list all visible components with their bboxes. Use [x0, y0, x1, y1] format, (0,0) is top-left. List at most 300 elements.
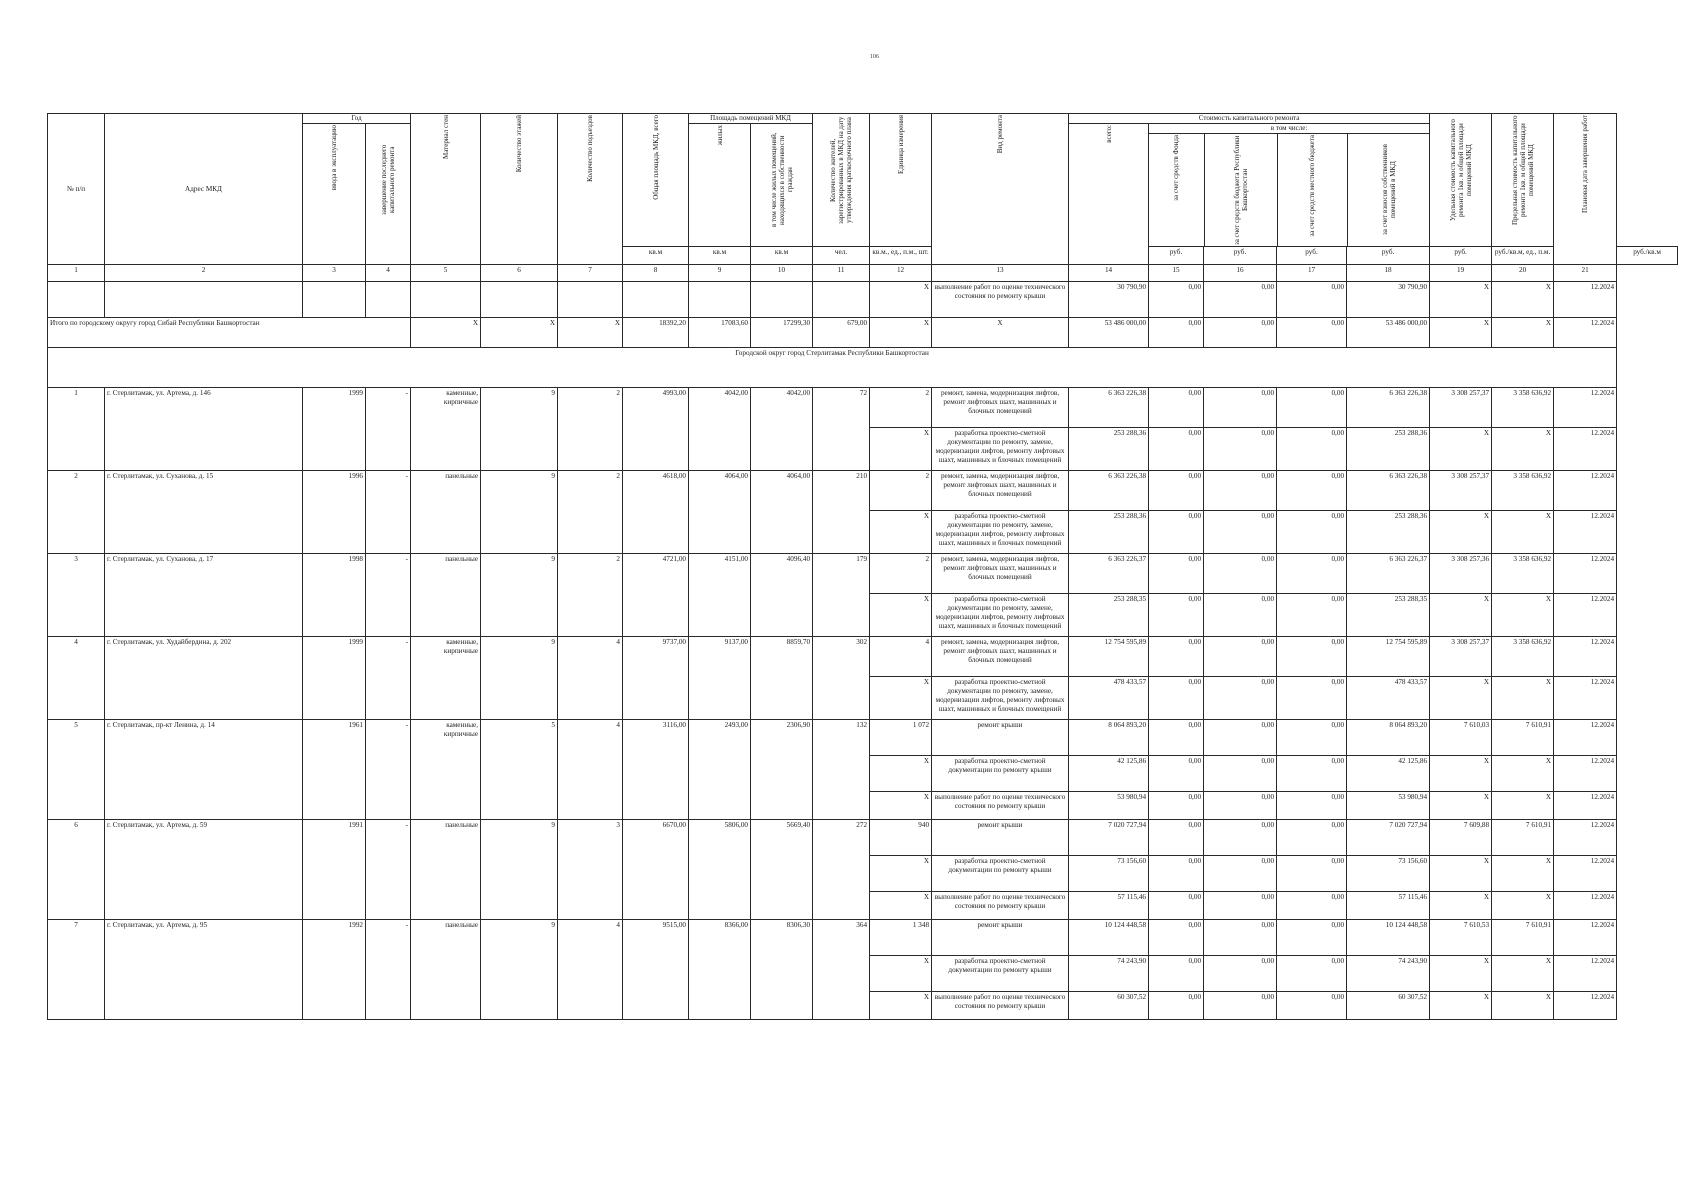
- owned-area: 4096,40: [751, 554, 813, 637]
- cost-owners: 57 115,46: [1347, 892, 1430, 920]
- column-number: 19: [1430, 265, 1492, 282]
- cost-total: 60 307,52: [1069, 992, 1149, 1020]
- repair-type: разработка проектно-сметной документации по ремонту, замене, модернизации лифтов, ремонту лифтовых шахт, машинных и блочных помещений: [932, 428, 1069, 471]
- cost-fund: 0,00: [1149, 471, 1204, 511]
- total-max: X: [1492, 318, 1554, 348]
- owned-area: 2306,90: [751, 720, 813, 820]
- house-number: 1: [48, 388, 105, 471]
- column-number: 21: [1554, 265, 1617, 282]
- total-work: X: [932, 318, 1069, 348]
- unit-value: 4: [870, 637, 932, 677]
- header-total-area: Общая площадь МКД, всего: [623, 114, 689, 247]
- living-area: 2493,00: [689, 720, 751, 820]
- total-spec: X: [1430, 318, 1492, 348]
- total-area: 4618,00: [623, 471, 689, 554]
- cost-local: 0,00: [1277, 892, 1347, 920]
- repair-type: ремонт, замена, модернизация лифтов, ремонт лифтовых шахт, машинных и блочных помещений: [932, 388, 1069, 428]
- total-fund: 0,00: [1149, 318, 1204, 348]
- wall-material: каменные, кирпичные: [411, 388, 481, 471]
- total-owners: 53 486 000,00: [1347, 318, 1430, 348]
- unit-value: X: [870, 282, 932, 318]
- residents: 179: [813, 554, 870, 637]
- table-row: [48, 637, 1678, 677]
- wall-material: панельные: [411, 820, 481, 920]
- cost-total: 57 115,46: [1069, 892, 1149, 920]
- year-commission: 1996: [303, 471, 366, 554]
- spec-cost: X: [1430, 992, 1492, 1020]
- spec-cost: 3 308 257,37: [1430, 471, 1492, 511]
- total-owned: 17299,30: [751, 318, 813, 348]
- column-number: 18: [1347, 265, 1430, 282]
- residents: 132: [813, 720, 870, 820]
- header-living: жилых: [689, 124, 751, 247]
- floors: 9: [481, 554, 558, 637]
- column-number: 20: [1492, 265, 1554, 282]
- house-number: 7: [48, 920, 105, 1020]
- entrances: 2: [558, 554, 623, 637]
- header-residents: Количество жителей, зарегистрированных в МКД на дату утверждения краткосрочного плана: [813, 114, 870, 247]
- cost-local: 0,00: [1277, 756, 1347, 792]
- header-incl: [1149, 124, 1430, 247]
- entrances: 4: [558, 920, 623, 1020]
- cost-republic: 0,00: [1204, 992, 1277, 1020]
- unit-total-area: кв.м: [623, 247, 689, 265]
- header-fund: за счет средств Фонда: [1149, 134, 1204, 246]
- cost-fund: 0,00: [1149, 856, 1204, 892]
- spec-cost: 7 610,03: [1430, 720, 1492, 756]
- unit-fund: руб.: [1204, 247, 1277, 265]
- floors: 9: [481, 471, 558, 554]
- wall-material: каменные, кирпичные: [411, 720, 481, 820]
- unit-owned: кв.м: [751, 247, 813, 265]
- cost-owners: 12 754 595,89: [1347, 637, 1430, 677]
- entrances: 3: [558, 820, 623, 920]
- cost-republic: 0,00: [1204, 428, 1277, 471]
- header-year-last-repair: завершение последнего капитального ремонта: [366, 124, 411, 265]
- total-entrances: X: [558, 318, 623, 348]
- max-cost: X: [1492, 956, 1554, 992]
- house-address: г. Стерлитамак, пр-кт Ленина, д. 14: [105, 720, 303, 820]
- max-cost: X: [1492, 892, 1554, 920]
- header-year-group: Год: [303, 114, 411, 124]
- unit-owners: руб.: [1430, 247, 1492, 265]
- column-number: 3: [303, 265, 366, 282]
- cost-fund: 0,00: [1149, 637, 1204, 677]
- unit-value: 2: [870, 388, 932, 428]
- cost-republic: 0,00: [1204, 792, 1277, 820]
- residents: 364: [813, 920, 870, 1020]
- residents: 72: [813, 388, 870, 471]
- cost-total: 7 020 727,94: [1069, 820, 1149, 856]
- year-last-repair: -: [366, 820, 411, 920]
- header-unit: Единица измерения: [870, 114, 932, 247]
- unit-value: 2: [870, 554, 932, 594]
- spec-cost: X: [1430, 511, 1492, 554]
- max-cost: 3 358 636,92: [1492, 388, 1554, 428]
- repair-type: разработка проектно-сметной документации по ремонту, замене, модернизации лифтов, ремонту лифтовых шахт, машинных и блочных помещений: [932, 511, 1069, 554]
- header-living-owned: в том числе жилых помещений, находящихся в собственности граждан: [751, 124, 813, 247]
- owned-area: 8859,70: [751, 637, 813, 720]
- cost-republic: 0,00: [1204, 677, 1277, 720]
- max-cost: X: [1492, 792, 1554, 820]
- cost-owners: 10 124 448,58: [1347, 920, 1430, 956]
- spec-cost: X: [1430, 956, 1492, 992]
- owned-area: 4042,00: [751, 388, 813, 471]
- header-incl-label: в том числе:: [1149, 124, 1429, 134]
- plan-date: 12.2024: [1554, 428, 1617, 471]
- empty-cell: [303, 282, 366, 318]
- empty-cell: [48, 282, 105, 318]
- cost-owners: 30 790,90: [1347, 282, 1430, 318]
- header-max-cost: Предельная стоимость капитального ремонта 1кв. м общей площади помещений МКД: [1492, 114, 1554, 247]
- empty-cell: [689, 282, 751, 318]
- cost-total: 6 363 226,37: [1069, 554, 1149, 594]
- max-cost: X: [1492, 677, 1554, 720]
- cost-republic: 0,00: [1204, 637, 1277, 677]
- max-cost: X: [1492, 594, 1554, 637]
- spec-cost: X: [1430, 428, 1492, 471]
- owned-area: 4064,00: [751, 471, 813, 554]
- floors: 9: [481, 820, 558, 920]
- repair-type: разработка проектно-сметной документации по ремонту, замене, модернизации лифтов, ремонту лифтовых шахт, машинных и блочных помещений: [932, 677, 1069, 720]
- column-numbers-row: [48, 265, 1678, 282]
- spec-cost: X: [1430, 594, 1492, 637]
- unit-measure: кв.м., ед., п.м., шт.: [870, 247, 932, 265]
- cost-local: 0,00: [1277, 428, 1347, 471]
- residents: 302: [813, 637, 870, 720]
- cost-local: 0,00: [1277, 511, 1347, 554]
- header-cost-group: Стоимость капитального ремонта: [1069, 114, 1430, 124]
- table-row: [48, 471, 1678, 511]
- plan-date: 12.2024: [1554, 856, 1617, 892]
- living-area: 5806,00: [689, 820, 751, 920]
- total-area: 3116,00: [623, 720, 689, 820]
- column-number: 13: [932, 265, 1069, 282]
- cost-republic: 0,00: [1204, 388, 1277, 428]
- spec-cost: X: [1430, 792, 1492, 820]
- table-row: [48, 720, 1678, 756]
- repair-type: выполнение работ по оценке технического состояния по ремонту крыши: [932, 282, 1069, 318]
- repair-type: ремонт крыши: [932, 720, 1069, 756]
- cost-owners: 253 288,36: [1347, 428, 1430, 471]
- total-wall: X: [411, 318, 481, 348]
- house-address: г. Стерлитамак, ул. Худайбердина, д. 202: [105, 637, 303, 720]
- cost-republic: 0,00: [1204, 892, 1277, 920]
- header-floors: Количество этажей: [481, 114, 558, 265]
- cost-republic: 0,00: [1204, 594, 1277, 637]
- header-premises-group: Площадь помещений МКД: [689, 114, 813, 124]
- floors: 9: [481, 920, 558, 1020]
- column-number: 9: [689, 265, 751, 282]
- total-local: 0,00: [1277, 318, 1347, 348]
- max-cost: X: [1492, 856, 1554, 892]
- spec-cost: 3 308 257,37: [1430, 637, 1492, 677]
- total-area: 9515,00: [623, 920, 689, 1020]
- year-last-repair: -: [366, 388, 411, 471]
- year-last-repair: -: [366, 637, 411, 720]
- year-commission: 1999: [303, 637, 366, 720]
- plan-date: 12.2024: [1554, 594, 1617, 637]
- cost-owners: 53 980,94: [1347, 792, 1430, 820]
- year-commission: 1991: [303, 820, 366, 920]
- unit-local: руб.: [1347, 247, 1430, 265]
- repair-type: разработка проектно-сметной документации по ремонту крыши: [932, 956, 1069, 992]
- unit-value: X: [870, 428, 932, 471]
- cost-owners: 253 288,36: [1347, 511, 1430, 554]
- empty-cell: [813, 282, 870, 318]
- cost-total: 30 790,90: [1069, 282, 1149, 318]
- cost-republic: 0,00: [1204, 554, 1277, 594]
- repair-type: ремонт, замена, модернизация лифтов, ремонт лифтовых шахт, машинных и блочных помещений: [932, 471, 1069, 511]
- unit-value: X: [870, 892, 932, 920]
- empty-cell: [558, 282, 623, 318]
- cost-owners: 8 064 893,20: [1347, 720, 1430, 756]
- cost-local: 0,00: [1277, 471, 1347, 511]
- living-area: 4151,00: [689, 554, 751, 637]
- cost-total: 6 363 226,38: [1069, 388, 1149, 428]
- total-area: 9737,00: [623, 637, 689, 720]
- spec-cost: 7 610,53: [1430, 920, 1492, 956]
- spec-cost: 7 609,88: [1430, 820, 1492, 856]
- unit-value: 1 348: [870, 920, 932, 956]
- spec-cost: X: [1430, 756, 1492, 792]
- entrances: 2: [558, 388, 623, 471]
- repair-plan-table: [47, 113, 1678, 1020]
- unit-value: X: [870, 677, 932, 720]
- plan-date: 12.2024: [1554, 511, 1617, 554]
- cost-republic: 0,00: [1204, 956, 1277, 992]
- wall-material: панельные: [411, 920, 481, 1020]
- house-address: г. Стерлитамак, ул. Суханова, д. 17: [105, 554, 303, 637]
- header-republic: за счет средств бюджета Республики Башкортостан: [1204, 134, 1277, 246]
- entrances: 2: [558, 471, 623, 554]
- cost-republic: 0,00: [1204, 720, 1277, 756]
- spec-cost: 3 308 257,36: [1430, 554, 1492, 594]
- cost-local: 0,00: [1277, 554, 1347, 594]
- column-number: 17: [1277, 265, 1347, 282]
- repair-type: разработка проектно-сметной документации по ремонту, замене, модернизации лифтов, ремонту лифтовых шахт, машинных и блочных помещений: [932, 594, 1069, 637]
- unit-spec-cost: руб./кв.м, ед., п.м.: [1492, 247, 1554, 265]
- spec-cost: X: [1430, 892, 1492, 920]
- cost-total: 53 980,94: [1069, 792, 1149, 820]
- empty-cell: [751, 282, 813, 318]
- plan-date: 12.2024: [1554, 637, 1617, 677]
- cost-fund: 0,00: [1149, 956, 1204, 992]
- entrances: 4: [558, 637, 623, 720]
- cost-fund: 0,00: [1149, 892, 1204, 920]
- unit-republic: руб.: [1277, 247, 1347, 265]
- header-spec-cost: Удельная стоимость капитального ремонта 1кв. м общей площади помещений МКД: [1430, 114, 1492, 247]
- cost-owners: 478 433,57: [1347, 677, 1430, 720]
- column-number: 15: [1149, 265, 1204, 282]
- cost-total: 253 288,36: [1069, 428, 1149, 471]
- table-row: [48, 920, 1678, 956]
- cost-local: 0,00: [1277, 820, 1347, 856]
- cost-total: 6 363 226,38: [1069, 471, 1149, 511]
- total-floors: X: [481, 318, 558, 348]
- column-number: 5: [411, 265, 481, 282]
- cost-republic: 0,00: [1204, 856, 1277, 892]
- page-number: 106: [870, 54, 879, 60]
- repair-type: ремонт крыши: [932, 920, 1069, 956]
- unit-max-cost: руб./кв.м: [1617, 247, 1678, 265]
- cost-fund: 0,00: [1149, 282, 1204, 318]
- header-local: за счет средств местного бюджета: [1277, 134, 1347, 246]
- unit-value: X: [870, 511, 932, 554]
- cost-local: 0,00: [1277, 677, 1347, 720]
- cost-owners: 6 363 226,37: [1347, 554, 1430, 594]
- column-number: 8: [623, 265, 689, 282]
- repair-plan-sheet: [47, 113, 1678, 1020]
- plan-date: 12.2024: [1554, 388, 1617, 428]
- unit-value: 2: [870, 471, 932, 511]
- cost-total: 8 064 893,20: [1069, 720, 1149, 756]
- living-area: 4064,00: [689, 471, 751, 554]
- plan-date: 12.2024: [1554, 554, 1617, 594]
- cost-republic: 0,00: [1204, 511, 1277, 554]
- repair-type: ремонт, замена, модернизация лифтов, ремонт лифтовых шахт, машинных и блочных помещений: [932, 637, 1069, 677]
- cost-fund: 0,00: [1149, 594, 1204, 637]
- cost-owners: 73 156,60: [1347, 856, 1430, 892]
- repair-type: разработка проектно-сметной документации по ремонту крыши: [932, 856, 1069, 892]
- cost-local: 0,00: [1277, 992, 1347, 1020]
- cost-fund: 0,00: [1149, 920, 1204, 956]
- spec-cost: 3 308 257,37: [1430, 388, 1492, 428]
- wall-material: панельные: [411, 554, 481, 637]
- owned-area: 5669,40: [751, 820, 813, 920]
- year-commission: 1961: [303, 720, 366, 820]
- cost-owners: 253 288,35: [1347, 594, 1430, 637]
- unit-value: X: [870, 992, 932, 1020]
- house-number: 5: [48, 720, 105, 820]
- total-living: 17083,60: [689, 318, 751, 348]
- repair-type: ремонт, замена, модернизация лифтов, ремонт лифтовых шахт, машинных и блочных помещений: [932, 554, 1069, 594]
- table-row: [48, 554, 1678, 594]
- house-number: 6: [48, 820, 105, 920]
- unit-value: X: [870, 956, 932, 992]
- cost-fund: 0,00: [1149, 792, 1204, 820]
- cost-local: 0,00: [1277, 388, 1347, 428]
- cost-fund: 0,00: [1149, 677, 1204, 720]
- unit-value: X: [870, 792, 932, 820]
- repair-type: разработка проектно-сметной документации по ремонту крыши: [932, 756, 1069, 792]
- cost-republic: 0,00: [1204, 820, 1277, 856]
- max-cost: X: [1492, 511, 1554, 554]
- year-last-repair: -: [366, 720, 411, 820]
- cost-local: 0,00: [1277, 920, 1347, 956]
- max-cost: X: [1492, 992, 1554, 1020]
- entrances: 4: [558, 720, 623, 820]
- year-last-repair: -: [366, 471, 411, 554]
- cost-fund: 0,00: [1149, 720, 1204, 756]
- column-number: 2: [105, 265, 303, 282]
- cost-owners: 74 243,90: [1347, 956, 1430, 992]
- cost-fund: 0,00: [1149, 756, 1204, 792]
- house-number: 2: [48, 471, 105, 554]
- empty-cell: [366, 282, 411, 318]
- column-number: 12: [870, 265, 932, 282]
- column-number: 1: [48, 265, 105, 282]
- max-cost: X: [1492, 756, 1554, 792]
- column-number: 14: [1069, 265, 1149, 282]
- total-area: 4721,00: [623, 554, 689, 637]
- floors: 9: [481, 637, 558, 720]
- unit-value: 1 072: [870, 720, 932, 756]
- max-cost: 7 610,91: [1492, 720, 1554, 756]
- house-address: г. Стерлитамак, ул. Артема, д. 146: [105, 388, 303, 471]
- living-area: 8366,00: [689, 920, 751, 1020]
- column-number: 10: [751, 265, 813, 282]
- spec-cost: X: [1430, 856, 1492, 892]
- column-number: 16: [1204, 265, 1277, 282]
- cost-total: 74 243,90: [1069, 956, 1149, 992]
- header-address: Адрес МКД: [105, 114, 303, 265]
- year-last-repair: -: [366, 920, 411, 1020]
- wall-material: каменные, кирпичные: [411, 637, 481, 720]
- residents: 272: [813, 820, 870, 920]
- total-row: [48, 318, 1678, 348]
- plan-date: 12.2024: [1554, 471, 1617, 511]
- total-date: 12.2024: [1554, 318, 1617, 348]
- unit-residents: чел.: [813, 247, 870, 265]
- cost-local: 0,00: [1277, 637, 1347, 677]
- max-cost: 7 610,91: [1492, 920, 1554, 956]
- repair-type: выполнение работ по оценке технического состояния по ремонту крыши: [932, 792, 1069, 820]
- repair-type: ремонт крыши: [932, 820, 1069, 856]
- cost-fund: 0,00: [1149, 554, 1204, 594]
- max-cost: X: [1492, 282, 1554, 318]
- table-row: [48, 282, 1678, 318]
- cost-fund: 0,00: [1149, 992, 1204, 1020]
- cost-republic: 0,00: [1204, 920, 1277, 956]
- house-number: 3: [48, 554, 105, 637]
- cost-local: 0,00: [1277, 856, 1347, 892]
- cost-total: 73 156,60: [1069, 856, 1149, 892]
- cost-total: 12 754 595,89: [1069, 637, 1149, 677]
- cost-republic: 0,00: [1204, 282, 1277, 318]
- max-cost: X: [1492, 428, 1554, 471]
- cost-owners: 42 125,86: [1347, 756, 1430, 792]
- total-republic: 0,00: [1204, 318, 1277, 348]
- cost-owners: 6 363 226,38: [1347, 471, 1430, 511]
- plan-date: 12.2024: [1554, 920, 1617, 956]
- year-commission: 1998: [303, 554, 366, 637]
- header-entrances: Количество подъездов: [558, 114, 623, 265]
- total-area: 18392,20: [623, 318, 689, 348]
- spec-cost: X: [1430, 282, 1492, 318]
- header-plan-date: Плановая дата завершения работ: [1554, 114, 1617, 265]
- plan-date: 12.2024: [1554, 992, 1617, 1020]
- unit-cost-total: руб.: [1149, 247, 1204, 265]
- column-number: 7: [558, 265, 623, 282]
- cost-total: 10 124 448,58: [1069, 920, 1149, 956]
- total-area: 6670,00: [623, 820, 689, 920]
- plan-date: 12.2024: [1554, 792, 1617, 820]
- plan-date: 12.2024: [1554, 820, 1617, 856]
- cost-fund: 0,00: [1149, 428, 1204, 471]
- cost-total: 253 288,36: [1069, 511, 1149, 554]
- total-residents: 679,00: [813, 318, 870, 348]
- column-number: 4: [366, 265, 411, 282]
- cost-local: 0,00: [1277, 792, 1347, 820]
- plan-date: 12.2024: [1554, 956, 1617, 992]
- plan-date: 12.2024: [1554, 282, 1617, 318]
- cost-republic: 0,00: [1204, 471, 1277, 511]
- unit-living: кв.м: [689, 247, 751, 265]
- total-unit: X: [870, 318, 932, 348]
- cost-owners: 60 307,52: [1347, 992, 1430, 1020]
- floors: 5: [481, 720, 558, 820]
